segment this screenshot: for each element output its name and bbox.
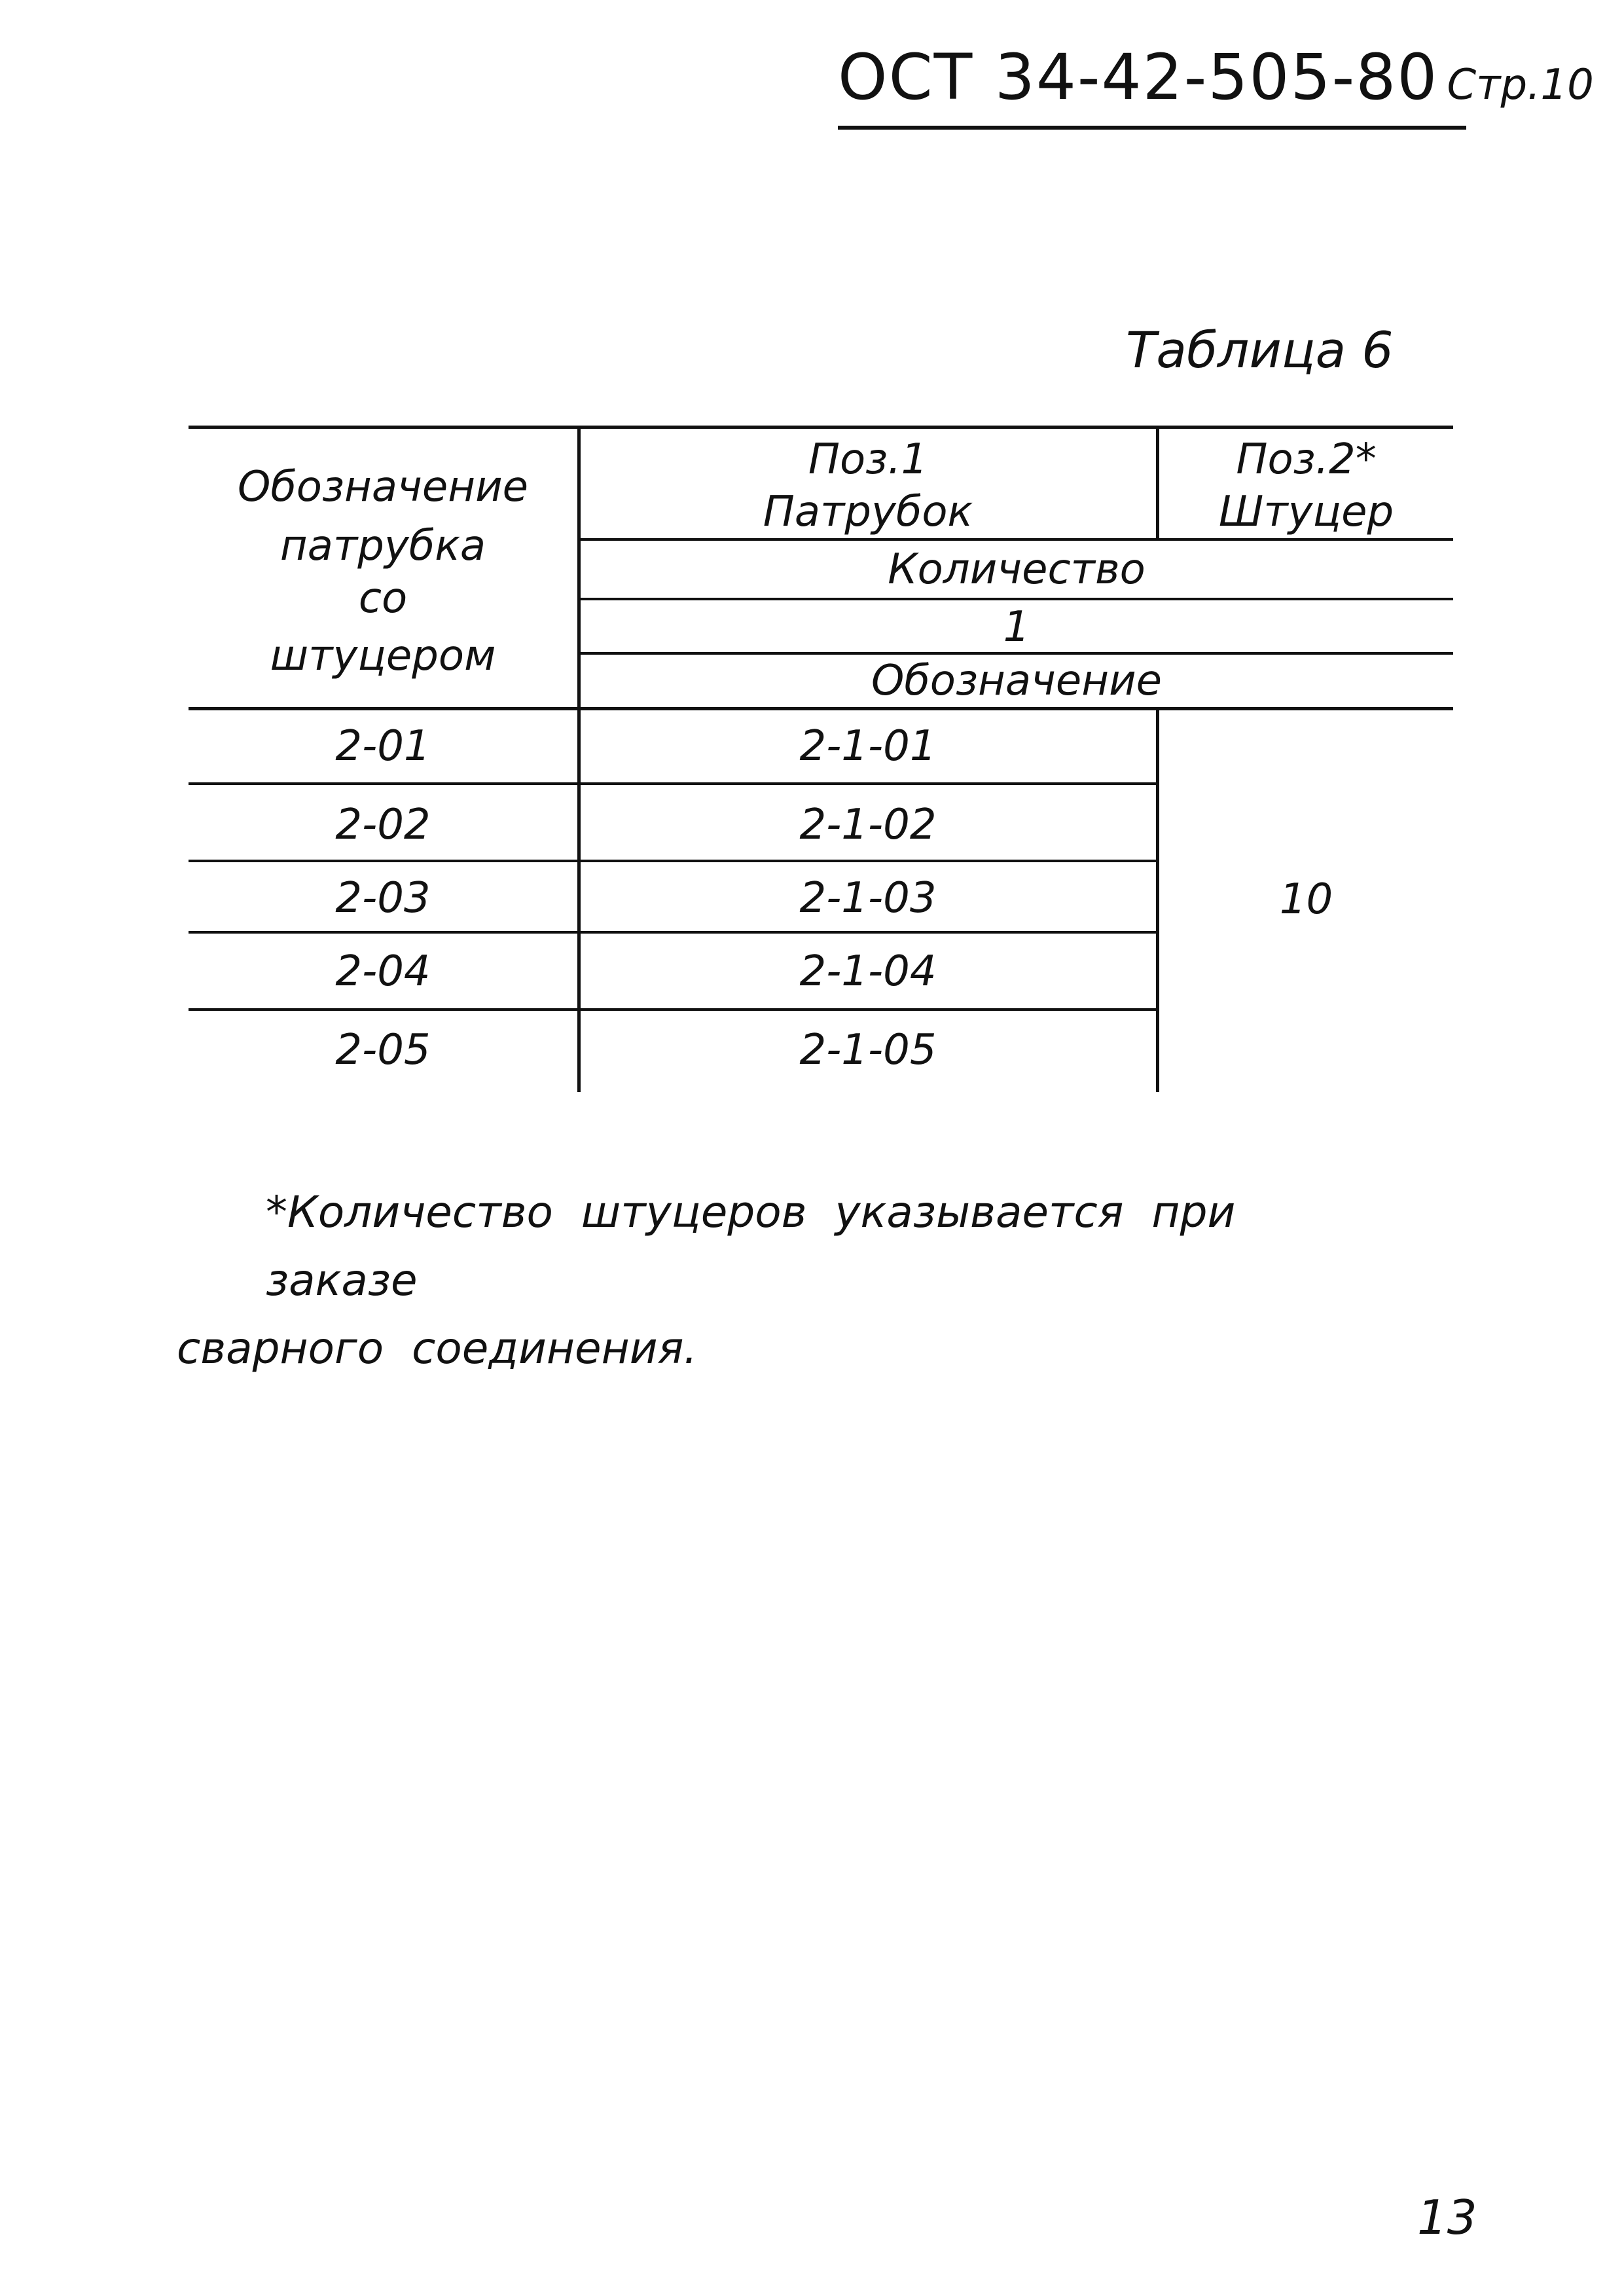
footnote-line-2: сварного соединения. [177, 1323, 698, 1374]
pos2-name: Штуцер [1218, 488, 1394, 536]
quantity-label: Количество [888, 545, 1146, 594]
rule-under-pos-headers [580, 538, 1453, 541]
row-rule-4 [189, 1008, 1157, 1011]
table-caption: Таблица 6 [1126, 321, 1394, 379]
row-5-pipe: 2-1-05 [799, 1026, 937, 1074]
page-header [838, 41, 1594, 130]
row-5-code: 2-05 [335, 1026, 431, 1074]
col1-header-line-3: со [358, 574, 408, 623]
standard-code: ОСТ 34-42-505-80 [838, 41, 1439, 114]
row-2-pipe: 2-1-02 [799, 801, 937, 849]
quantity-value: 1 [1003, 603, 1030, 651]
row-3-pipe: 2-1-03 [799, 874, 937, 922]
row-1-code: 2-01 [335, 722, 431, 771]
row-1-pipe: 2-1-01 [799, 722, 937, 771]
col1-header-line-4: штуцером [270, 632, 496, 680]
row-rule-1 [189, 782, 1157, 785]
row-rule-3 [189, 931, 1157, 934]
footnote [177, 1178, 1394, 1383]
pos2-header: Поз.2* [1236, 435, 1377, 484]
footnote-line-1: *Количество штуцеров указывается при заказе [266, 1187, 1236, 1305]
designation-label: Обозначение [871, 657, 1163, 705]
fitting-quantity: 10 [1279, 875, 1333, 924]
row-4-code: 2-04 [335, 947, 431, 996]
pos1-header: Поз.1 [808, 435, 928, 484]
page-number: 13 [1417, 2190, 1477, 2245]
table-top-rule [189, 426, 1453, 429]
col1-header-line-1: Обозначение [237, 463, 529, 511]
row-3-code: 2-03 [335, 874, 431, 922]
col1-header-line-2: патрубка [280, 522, 486, 570]
rule-under-quantity-value [580, 652, 1453, 655]
row-rule-2 [189, 860, 1157, 862]
header-bottom-rule [189, 707, 1453, 710]
row-4-pipe: 2-1-04 [799, 947, 937, 996]
sheet-label: Стр.10 [1447, 61, 1594, 109]
pos1-name: Патрубок [763, 488, 973, 536]
spec-table [189, 426, 1453, 1092]
rule-under-quantity-label [580, 598, 1453, 600]
row-2-code: 2-02 [335, 801, 431, 849]
